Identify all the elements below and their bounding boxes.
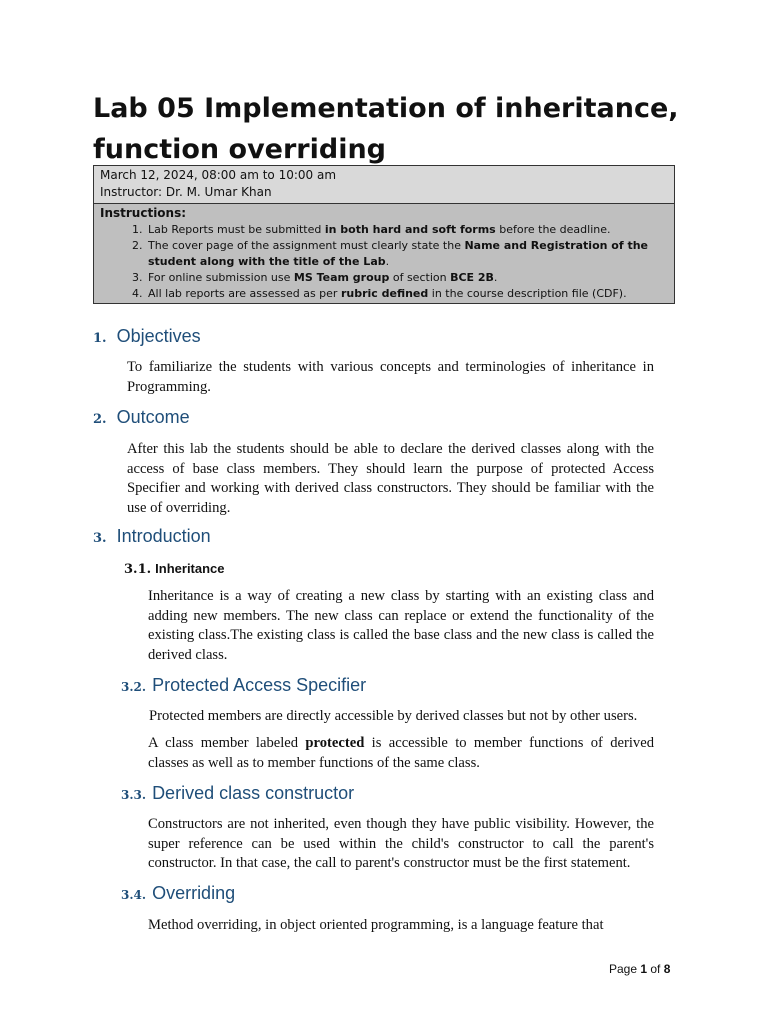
- paragraph-bold: protected: [305, 735, 365, 751]
- heading-introduction: [93, 524, 211, 551]
- instructions-list: [100, 222, 668, 302]
- instruction-text: .: [493, 271, 498, 284]
- instruction-item: [146, 238, 668, 270]
- section-title: Outcome: [116, 407, 190, 427]
- constructor-text: Constructors are not inherited, even though they have public visibility. However, the super reference can be used within the child's constructor to call the parent's constructor. In that case, the call to parent's constructor must be the first statement.: [148, 816, 654, 871]
- section-number: 2.: [93, 412, 107, 427]
- subsection-title: Protected Access Specifier: [152, 675, 367, 695]
- page-title: [93, 88, 693, 170]
- instruction-item: [146, 270, 668, 286]
- total-pages: 8: [663, 962, 671, 976]
- page-footer: [609, 962, 670, 976]
- subsection-number: 3.2.: [121, 680, 147, 694]
- instruction-text: of section: [389, 271, 451, 284]
- instruction-text: Lab Reports must be submitted: [148, 223, 325, 236]
- heading-protected-access: [121, 673, 366, 699]
- page-word: Page: [609, 962, 641, 976]
- instruction-text: For online submission use: [148, 271, 294, 284]
- subsection-number: 3.3.: [121, 788, 147, 802]
- info-header: [94, 166, 674, 204]
- objectives-text: To familiarize the students with various concepts and terminologies of inheritance in Programming.: [127, 359, 654, 395]
- instruction-item: [146, 222, 668, 238]
- lab-date: March 12, 2024, 08:00 am to 10:00 am: [100, 168, 337, 182]
- instructions-label: Instructions:: [100, 206, 187, 220]
- section-number: 3.: [93, 531, 107, 546]
- instruction-text: in the course description file (CDF).: [428, 287, 627, 300]
- page-number: 1: [640, 962, 648, 976]
- heading-inheritance: [124, 560, 225, 579]
- protected-text-1: Protected members are directly accessible by derived classes but not by other users.: [149, 708, 638, 724]
- subsection-title: Overriding: [152, 883, 236, 903]
- section-number: 1.: [93, 331, 107, 346]
- subsection-title: Inheritance: [155, 561, 225, 576]
- heading-objectives: [93, 324, 201, 351]
- section-title: Introduction: [116, 526, 211, 546]
- subsection-number: 3.4.: [121, 888, 147, 902]
- instruction-bold: Name and Registration of the student along with the title of the Lab: [148, 239, 649, 268]
- paragraph-text: is accessible to member functions of derived classes as well as to member functions of the same class.: [148, 735, 654, 771]
- heading-outcome: [93, 405, 190, 432]
- paragraph-text: A class member labeled: [148, 735, 306, 751]
- subsection-title: Derived class constructor: [152, 783, 355, 803]
- instruction-text: The cover page of the assignment must clearly state the: [148, 239, 465, 252]
- inheritance-text: Inheritance is a way of creating a new class by starting with an existing class and adding new members. The new class can replace or extend the functionality of the existing class.The existing class is called the base class and the new class is called the derived class.: [148, 588, 654, 663]
- protected-text-2: [148, 734, 654, 773]
- heading-overriding: [121, 881, 235, 907]
- subsection-number: 3.1.: [124, 562, 152, 577]
- heading-derived-constructor: [121, 781, 354, 807]
- instruction-bold: rubric defined: [340, 287, 429, 300]
- instructor-name: Instructor: Dr. M. Umar Khan: [100, 185, 272, 199]
- outcome-text: After this lab the students should be able to declare the derived classes along with the access of base class members. They should learn the purpose of protected Access Specifier and working with derived class constructors. They should be familiar with the use of overriding.: [127, 441, 654, 516]
- instruction-text: All lab reports are assessed as per: [148, 287, 341, 300]
- of-word: of: [647, 962, 664, 976]
- overriding-text: Method overriding, in object oriented programming, is a language feature that: [148, 917, 604, 933]
- instruction-bold: BCE 2B: [450, 271, 494, 284]
- instruction-item: [146, 286, 668, 302]
- instruction-bold: in both hard and soft forms: [324, 223, 496, 236]
- instruction-text: before the deadline.: [495, 223, 611, 236]
- instructions-block: [94, 204, 674, 303]
- instruction-bold: MS Team group: [293, 271, 390, 284]
- section-title: Objectives: [116, 326, 201, 346]
- info-box: [93, 165, 675, 304]
- title-line-1: Lab 05 Implementation of inheritance,: [93, 93, 679, 124]
- title-line-2: function overriding: [93, 134, 387, 165]
- instruction-text: .: [385, 255, 390, 268]
